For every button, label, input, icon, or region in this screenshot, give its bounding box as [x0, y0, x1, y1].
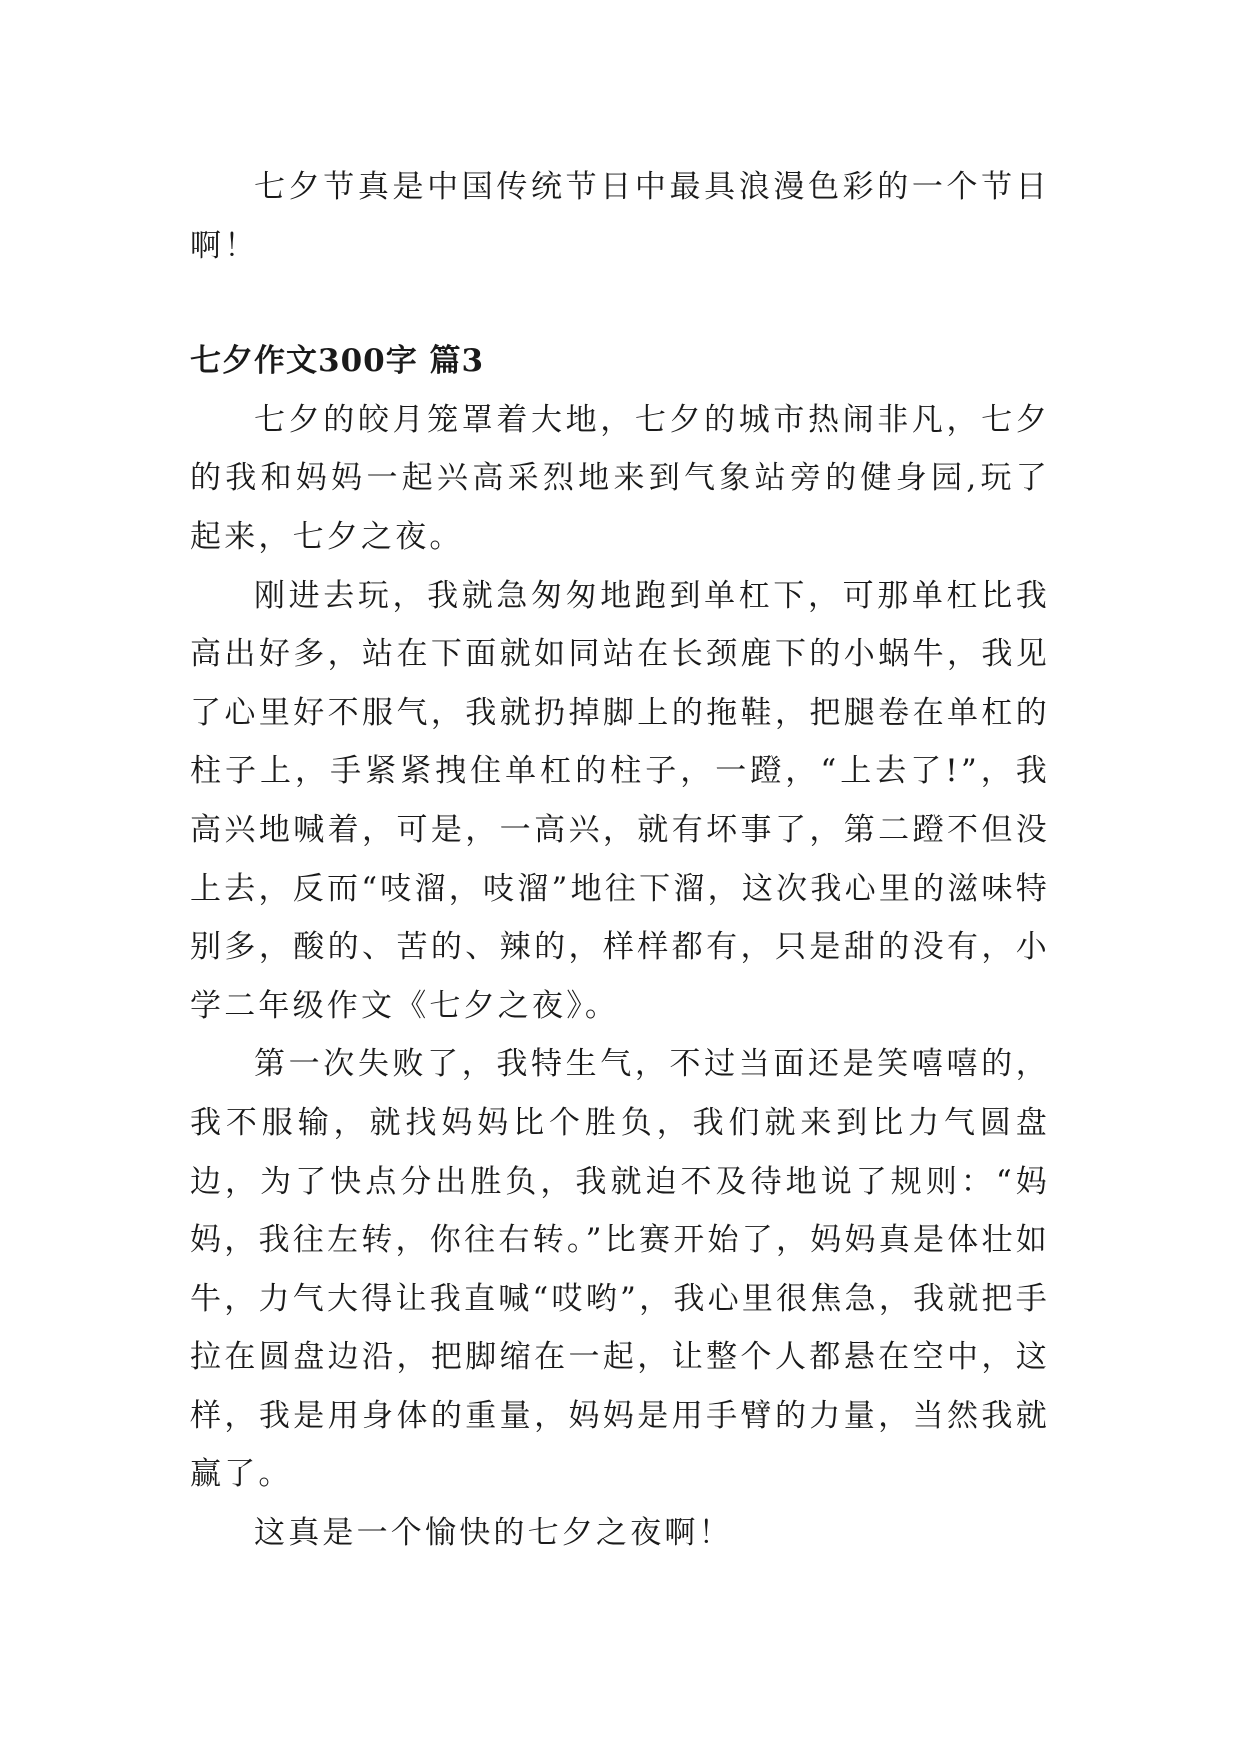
section-title: 七夕作文300字 篇3	[190, 343, 485, 380]
intro-paragraph: 七夕节真是中国传统节日中最具浪漫色彩的一个节日啊！	[190, 169, 1050, 264]
body-paragraph-1: 七夕的皎月笼罩着大地，七夕的城市热闹非凡，七夕的我和妈妈一起兴高采烈地来到气象站旁的健身园,玩了起来，七夕之夜。	[190, 401, 1050, 555]
document-page	[190, 158, 1050, 1563]
body-paragraph-2: 刚进去玩，我就急匆匆地跑到单杠下，可那单杠比我高出好多，站在下面就如同站在长颈鹿下的小蜗牛，我见了心里好不服气，我就扔掉脚上的拖鞋，把腿卷在单杠的柱子上，手紧紧拽住单杠的柱子，一蹬，“上去了!”，我高兴地喊着，可是，一高兴，就有坏事了，第二蹬不但没上去，反而“吱溜，吱溜”地往下溜，这次我心里的滋味特别多，酸的、苦的、辣的，样样都有，只是甜的没有，小学二年级作文《七夕之夜》。	[190, 577, 1050, 1024]
body-paragraph-3: 第一次失败了，我特生气，不过当面还是笑嘻嘻的，我不服输，就找妈妈比个胜负，我们就来到比力气圆盘边，为了快点分出胜负，我就迫不及待地说了规则：“妈妈，我往左转，你往右转。”比赛开始了，妈妈真是体壮如牛，力气大得让我直喊“哎哟”，我心里很焦急，我就把手拉在圆盘边沿，把脚缩在一起，让整个人都悬在空中，这样，我是用身体的重量，妈妈是用手臂的力量，当然我就赢了。	[190, 1046, 1050, 1493]
body-paragraph-4: 这真是一个愉快的七夕之夜啊！	[254, 1515, 733, 1552]
